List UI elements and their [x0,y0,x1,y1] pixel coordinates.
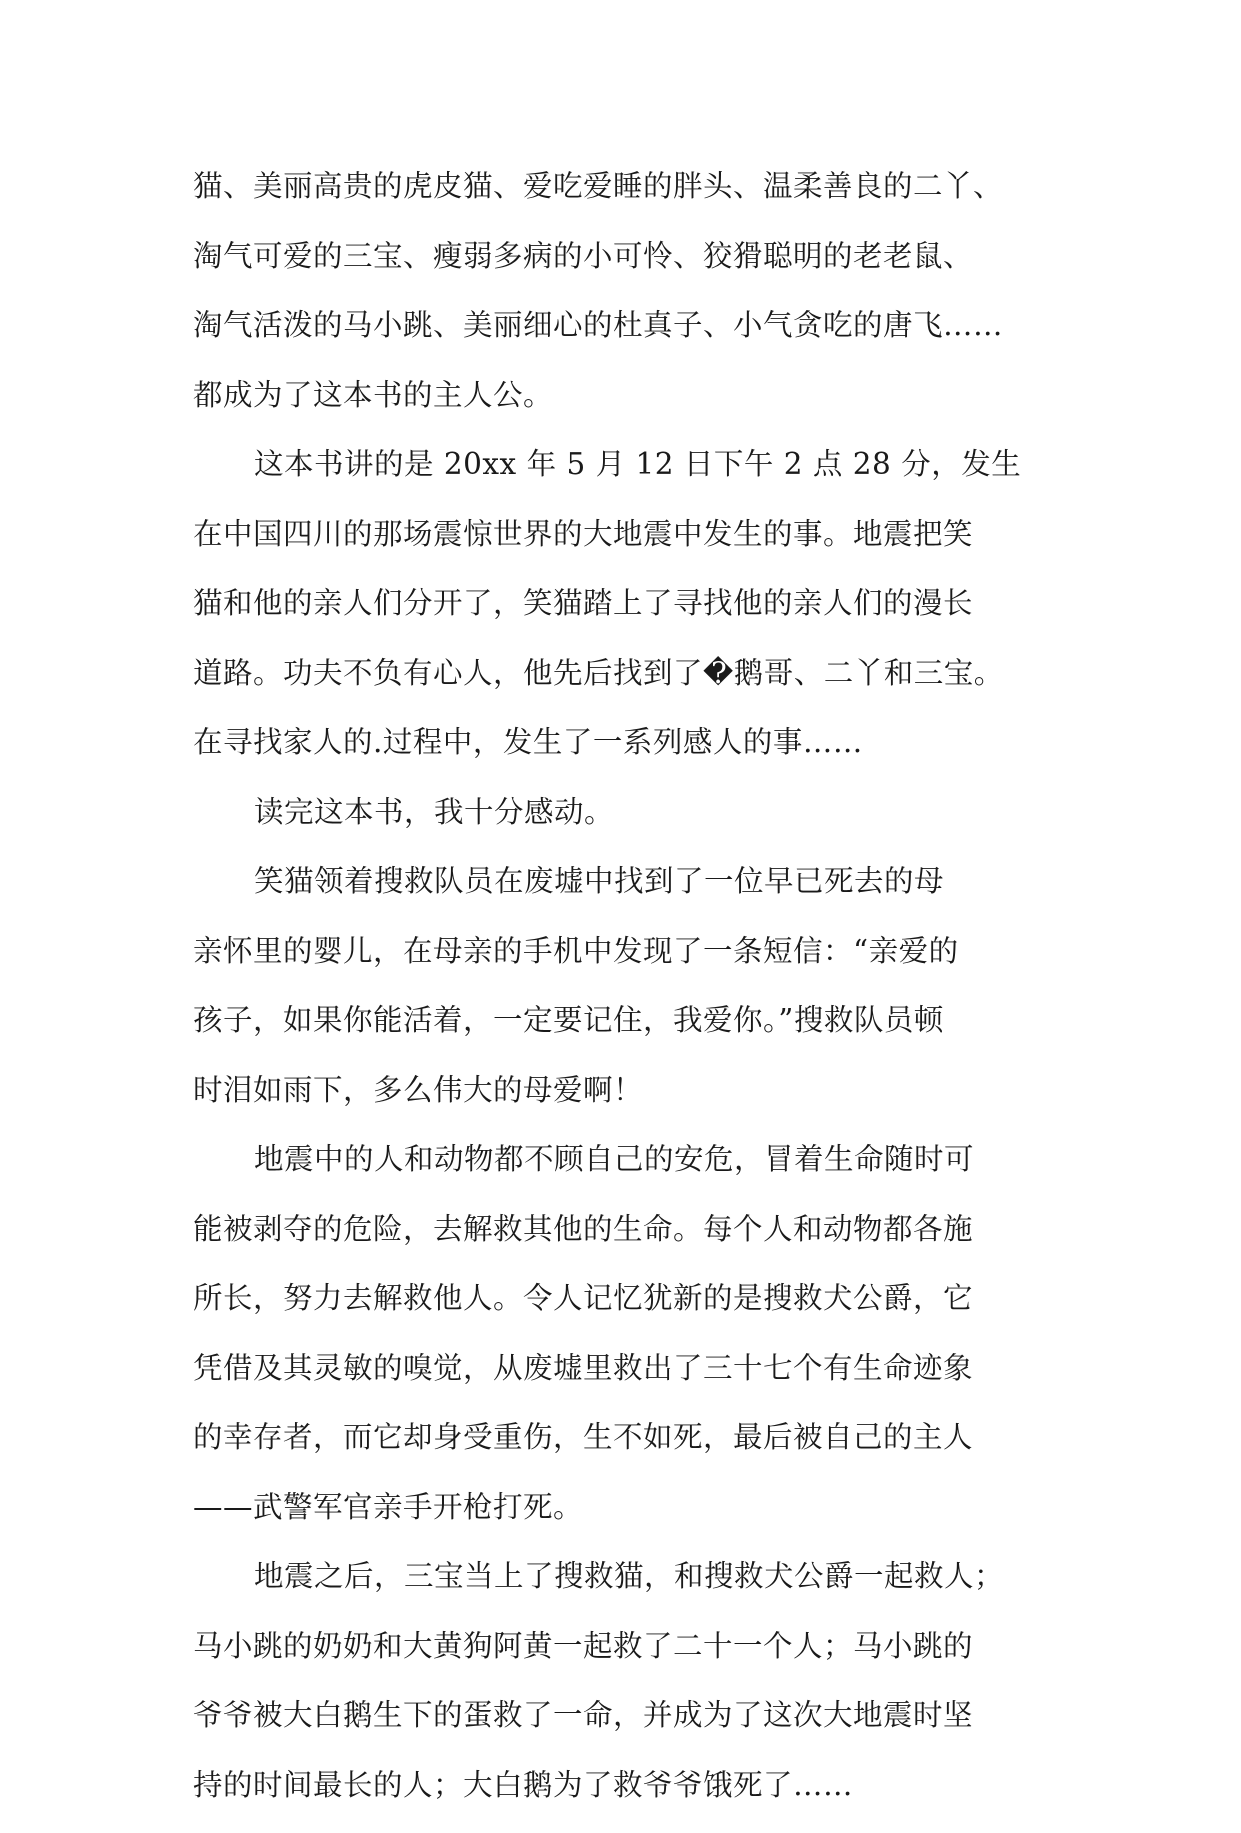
text-line: 时泪如雨下，多么伟大的母爱啊！ [193,1069,1073,1139]
paragraph-3 [193,791,1073,861]
text-line: 淘气可爱的三宝、瘦弱多病的小可怜、狡猾聪明的老老鼠、 [193,235,1073,305]
text-line: 地震之后，三宝当上了搜救猫，和搜救犬公爵一起救人； [193,1555,1073,1625]
text-line: 持的时间最长的人；大白鹅为了救爷爷饿死了…… [193,1764,1073,1833]
text-line: 笑猫领着搜救队员在废墟中找到了一位早已死去的母 [193,860,1073,930]
text-line: ——武警军官亲手开枪打死。 [193,1486,1073,1556]
paragraph-4 [193,860,1073,1138]
text-line: 这本书讲的是 20xx 年 5 月 12 日下午 2 点 28 分，发生 [193,443,1073,513]
text-line: 都成为了这本书的主人公。 [193,374,1073,444]
text-line: 猫、美丽高贵的虎皮猫、爱吃爱睡的胖头、温柔善良的二丫、 [193,165,1073,235]
text-line: 读完这本书，我十分感动。 [193,791,1073,861]
paragraph-5 [193,1138,1073,1555]
text-line: 猫和他的亲人们分开了，笑猫踏上了寻找他的亲人们的漫长 [193,582,1073,652]
text-line: 凭借及其灵敏的嗅觉，从废墟里救出了三十七个有生命迹象 [193,1347,1073,1417]
paragraph-6 [193,1555,1073,1833]
text-line: 能被剥夺的危险，去解救其他的生命。每个人和动物都各施 [193,1208,1073,1278]
text-line: 亲怀里的婴儿，在母亲的手机中发现了一条短信：“亲爱的 [193,930,1073,1000]
paragraph-1 [193,165,1073,443]
text-line: 在中国四川的那场震惊世界的大地震中发生的事。地震把笑 [193,513,1073,583]
text-line: 所长，努力去解救他人。令人记忆犹新的是搜救犬公爵，它 [193,1277,1073,1347]
document-body [193,165,1073,1833]
text-line: 在寻找家人的.过程中，发生了一系列感人的事…… [193,721,1073,791]
text-line: 道路。功夫不负有心人，他先后找到了�鹅哥、二丫和三宝。 [193,652,1073,722]
text-line: 孩子，如果你能活着，一定要记住，我爱你。”搜救队员顿 [193,999,1073,1069]
text-line: 的幸存者，而它却身受重伤，生不如死，最后被自己的主人 [193,1416,1073,1486]
text-line: 爷爷被大白鹅生下的蛋救了一命，并成为了这次大地震时坚 [193,1694,1073,1764]
text-line: 淘气活泼的马小跳、美丽细心的杜真子、小气贪吃的唐飞…… [193,304,1073,374]
text-line: 地震中的人和动物都不顾自己的安危，冒着生命随时可 [193,1138,1073,1208]
paragraph-2 [193,443,1073,791]
text-line: 马小跳的奶奶和大黄狗阿黄一起救了二十一个人；马小跳的 [193,1625,1073,1695]
